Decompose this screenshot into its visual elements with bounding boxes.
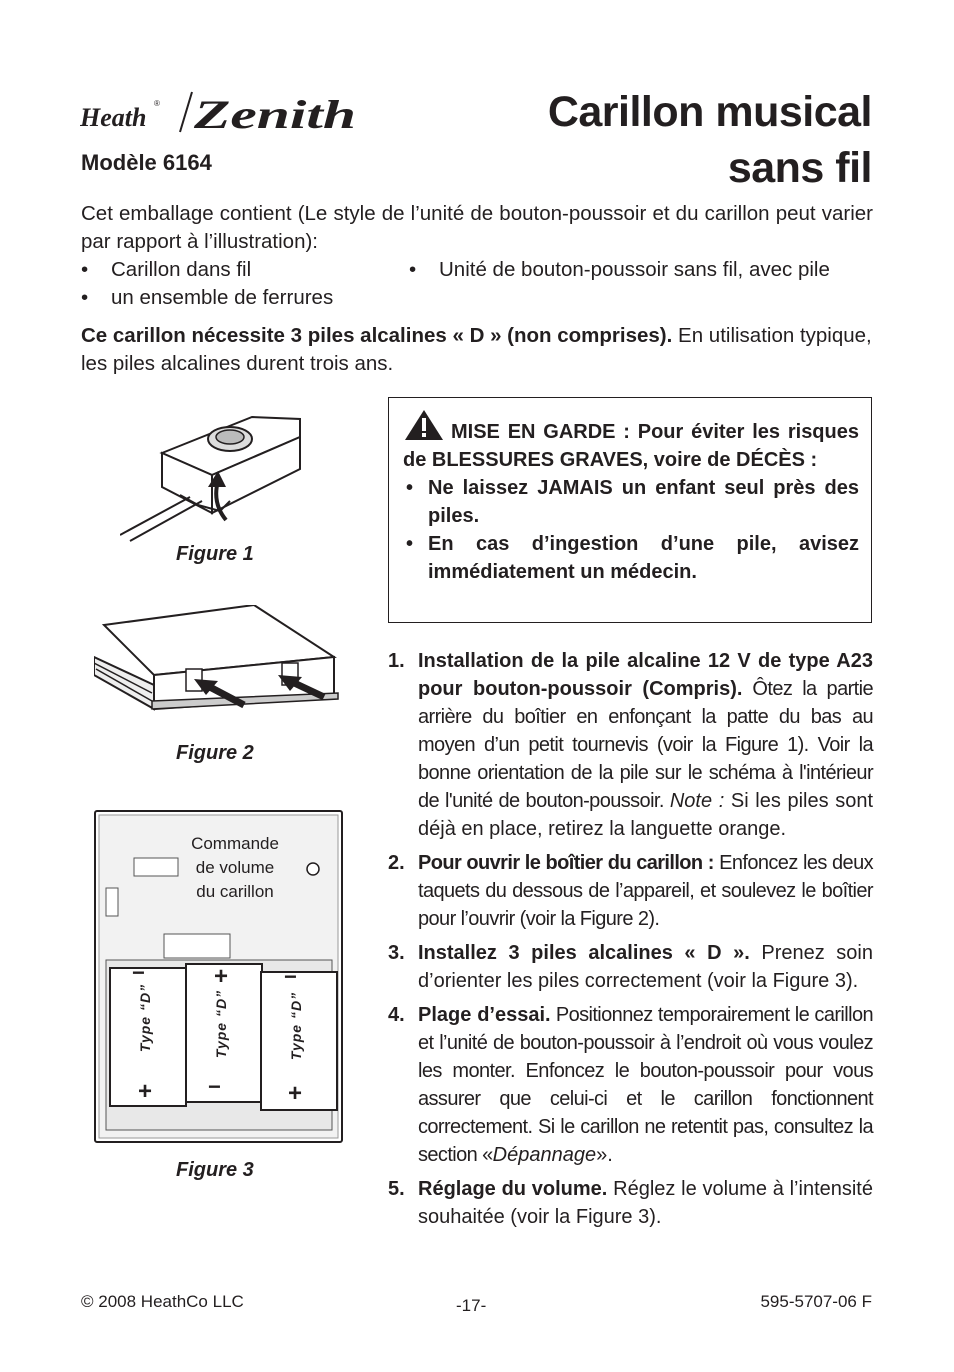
- volume-label-line: Commande: [191, 834, 279, 853]
- footer-copyright: © 2008 HeathCo LLC: [81, 1292, 244, 1311]
- step-heading: Installez 3 piles alcalines « D ».: [418, 942, 750, 964]
- battery-3-plus-sign: +: [288, 1080, 303, 1107]
- svg-text:Zenith: Zenith: [192, 92, 356, 134]
- page-title: [452, 84, 872, 196]
- svg-text:Heath: Heath: [80, 103, 147, 132]
- figure-3-caption: Figure 3: [176, 1159, 254, 1181]
- bullet-dot: •: [406, 477, 414, 499]
- figure-2-chime-base-illustration: [94, 605, 344, 720]
- step-number: 1.: [388, 650, 405, 672]
- step-text: Positionnez temporairement le carillon et l’unité de bouton-poussoir à l’endroit où vous voulez les monter. Enfoncez le bouton-poussoir pour vous assurer que celui-ci et le carillon fonctionnent correctement. Si le carillon ne retentit pas, consultez la section «: [418, 1004, 873, 1166]
- step-heading: Pour ouvrir le boîtier du carillon :: [418, 852, 714, 874]
- warning-item: [403, 474, 859, 530]
- bullet-dot: •: [81, 286, 89, 309]
- battery-note-text: En utilisation typique, les piles alcalines durent trois ans.: [81, 324, 872, 375]
- volume-control-label: [170, 832, 300, 904]
- battery-1-minus-sign: −: [132, 960, 145, 985]
- volume-label-line: du carillon: [196, 882, 274, 901]
- intro-paragraph: Cet emballage contient (Le style de l’unité de bouton-poussoir et du carillon peut varier par rapport à l’illustration):: [81, 202, 873, 253]
- list-item-text: un ensemble de ferrures: [111, 286, 334, 309]
- battery-1-label: Type “D”: [137, 983, 153, 1053]
- list-item-text: Carillon dans fil: [111, 258, 252, 281]
- step-note-label: Note :: [669, 790, 725, 812]
- bullet-dot: •: [406, 533, 414, 555]
- step-text: Prenez soin d’orienter les piles correctement (voir la Figure 3).: [418, 942, 873, 992]
- step-text: Ôtez la partie arrière du boîtier en enfonçant la patte du bas au moyen d’un petit tournevis (voir la Figure 1). Voir la bonne orientation de la pile sur le schéma à l'intérieur de l'unité de bouton-poussoir.: [418, 678, 873, 812]
- step-text: Si les piles sont déjà en place, retirez la languette orange.: [418, 790, 874, 840]
- battery-3-label: Type “D”: [288, 991, 304, 1061]
- step-heading: Plage d’essai.: [418, 1004, 551, 1026]
- warning-triangle-icon: [403, 408, 445, 442]
- step-number: 5.: [388, 1178, 405, 1200]
- battery-note-bold: Ce carillon nécessite 3 piles alcalines « D » (non comprises).: [81, 324, 673, 347]
- footer-page-number: -17-: [456, 1296, 487, 1315]
- step-number: 2.: [388, 852, 405, 874]
- warning-item-text: En cas d’ingestion d’une pile, avisez immédiatement un médecin.: [428, 533, 859, 583]
- battery-2-plus-sign: +: [214, 963, 229, 990]
- footer-doc-number: 595-5707-06 F: [760, 1292, 872, 1311]
- step-number: 3.: [388, 942, 405, 964]
- heath-zenith-logo: [80, 88, 360, 134]
- volume-label-line: de volume: [195, 858, 275, 877]
- list-item-text: Unité de bouton-poussoir sans fil, avec pile: [439, 258, 830, 281]
- warning-heading-text: MISE EN GARDE : Pour éviter les risques de BLESSURES GRAVES, voire de DÉCÈS :: [403, 421, 859, 471]
- step-italic-text: Dépannage: [492, 1144, 597, 1166]
- step-text: ».: [596, 1144, 613, 1166]
- step-3: [388, 939, 873, 995]
- title-line-1: Carillon musical: [547, 88, 872, 136]
- step-heading: Réglage du volume.: [418, 1178, 608, 1200]
- svg-text:®: ®: [154, 99, 160, 108]
- step-text: Réglez le volume à l’intensité souhaitée (voir la Figure 3).: [418, 1178, 873, 1228]
- figure-1-caption: Figure 1: [176, 543, 254, 565]
- battery-3-minus-sign: −: [284, 964, 297, 989]
- step-5: [388, 1175, 873, 1231]
- title-line-2: sans fil: [727, 144, 872, 192]
- step-4: [388, 1001, 873, 1169]
- bullet-dot: •: [409, 258, 417, 281]
- model-number: Modèle 6164: [81, 150, 212, 175]
- step-2: [388, 849, 873, 933]
- figure-2-caption: Figure 2: [176, 742, 254, 764]
- battery-2-minus-sign: −: [208, 1074, 221, 1099]
- battery-2-label: Type “D”: [213, 989, 229, 1059]
- step-text: Enfoncez les deux taquets du dessous de l’appareil, et soulevez le boîtier pour l’ouvrir (voir la Figure 2).: [418, 852, 874, 930]
- bullet-dot: •: [81, 258, 89, 281]
- warning-item: [403, 530, 859, 586]
- warning-item-text: Ne laissez JAMAIS un enfant seul près des piles.: [428, 477, 859, 527]
- battery-1-plus-sign: +: [138, 1078, 153, 1105]
- step-number: 4.: [388, 1004, 405, 1026]
- warning-heading: [403, 408, 859, 474]
- warning-box: [388, 397, 872, 623]
- step-heading: Installation de la pile alcaline 12 V de type A23 pour bouton-poussoir (Compris).: [418, 650, 873, 700]
- installation-steps: [388, 647, 873, 1237]
- figure-1-pushbutton-illustration: [120, 405, 310, 545]
- battery-note: [81, 322, 873, 378]
- step-1: [388, 647, 873, 843]
